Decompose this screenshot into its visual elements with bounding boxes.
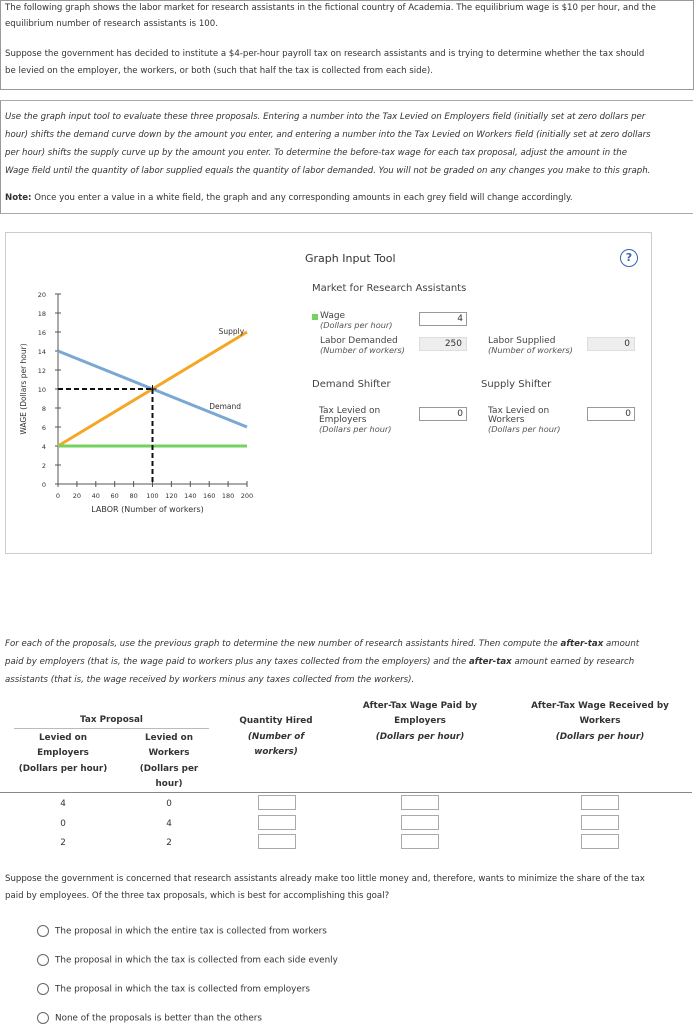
levied-employers-header: (Dollars per hour) [18,764,108,774]
wage-received-header: Workers [579,716,621,726]
proposals-intro: assistants (that is, the wage received by workers minus any taxes collected from the workers). [5,675,415,685]
header-underline [14,728,209,729]
option-label: The proposal in which the tax is collected from employers [55,984,310,995]
x-tick-label: 120 [165,492,178,500]
intro-text: be levied on the employer, the workers, or both (such that half the tax is collected from each side). [5,66,433,76]
wage-swatch-icon [312,314,318,320]
wage-unit: (Dollars per hour) [320,320,393,330]
x-tick-label: 80 [129,492,138,500]
y-tick-label: 20 [37,291,46,299]
proposals-intro-part: For each of the proposals, use the previous graph to determine the new number of research assistants hired. Then compute the [5,639,558,649]
labor-demanded-unit: (Number of workers) [320,345,405,355]
y-tick-label: 6 [41,424,46,432]
x-tick-label: 40 [91,492,100,500]
wage-label: Wage [320,311,346,321]
tax-employers-input[interactable]: 0 [419,407,467,421]
labor-supplied-unit: (Number of workers) [488,345,573,355]
x-tick-label: 20 [72,492,82,500]
instructions-text: per hour) shifts the supply curve up by the amount you enter. To determine the before-tax wage for each tax proposal, adjust the amount in the [5,148,628,158]
wage-received-input[interactable] [581,795,619,810]
option-even[interactable] [37,954,338,966]
x-tick-label: 60 [110,492,119,500]
graph-input-tool-title: Graph Input Tool [305,252,396,265]
note-text: Once you enter a value in a white field, the graph and any corresponding amounts in each grey field will change accordingly. [34,193,573,203]
x-axis-label: LABOR (Number of workers) [91,505,204,514]
proposals-intro-part: amount earned by research [514,657,635,667]
y-tick-label: 18 [37,310,46,318]
labor-supplied-label: Labor Supplied [488,336,556,346]
y-tick-label: 0 [41,481,46,489]
wage-input[interactable]: 4 [419,312,467,326]
levied-workers-header: Levied on [145,733,193,743]
labor-demanded-label: Labor Demanded [320,336,398,346]
intro-text: The following graph shows the labor market for research assistants in the fictional country of Academia. The equilibrium wage is $10 per hour, and the [5,3,656,13]
wage-paid-header: After-Tax Wage Paid by [362,701,478,711]
option-label: The proposal in which the entire tax is collected from workers [55,926,327,937]
instructions-text: Wage field until the quantity of labor supplied equals the quantity of labor demanded. You will not be graded on any changes you make to this graph. [5,166,651,176]
levied-employers-cell: 4 [60,799,66,809]
supply-label: Supply [218,327,245,336]
tax-employers-unit: (Dollars per hour) [319,424,392,434]
wage-received-input[interactable] [581,834,619,849]
wage-paid-input[interactable] [401,834,439,849]
levied-workers-header: (Dollars per [139,764,199,774]
market-title: Market for Research Assistants [312,283,467,294]
option-workers[interactable] [37,925,327,937]
quantity-hired-input[interactable] [258,834,296,849]
x-tick-label: 180 [221,492,235,500]
quantity-hired-header: workers) [254,747,298,757]
shifter-box [305,371,650,443]
labor-market-chart[interactable] [12,240,302,540]
tax-workers-label: Workers [488,415,525,425]
wage-paid-input[interactable] [401,815,439,830]
wage-paid-header: (Dollars per hour) [375,732,465,742]
intro-text: equilibrium number of research assistants is 100. [5,19,218,29]
quantity-hired-input[interactable] [258,815,296,830]
demand-shifter-title: Demand Shifter [312,379,391,390]
after-tax-emph: after-tax [468,657,512,667]
levied-employers-cell: 0 [60,819,66,829]
tax-workers-label: Tax Levied on [488,406,550,416]
x-tick-label: 160 [202,492,216,500]
note-label: Note: [5,193,32,203]
tax-proposal-header: Tax Proposal [80,715,143,725]
y-axis-label: WAGE (Dollars per hour) [19,343,28,435]
levied-employers-cell: 2 [60,838,66,848]
radio-icon[interactable] [37,925,49,937]
levied-workers-cell: 0 [166,799,172,809]
proposals-intro [5,637,639,652]
wage-received-header: (Dollars per hour) [555,732,645,742]
labor-supplied-value: 0 [587,337,635,351]
quantity-hired-header: (Number of [247,732,305,742]
radio-icon[interactable] [37,983,49,995]
help-icon[interactable]: ? [620,249,638,267]
supply-shifter-title: Supply Shifter [481,379,552,390]
radio-icon[interactable] [37,1012,49,1024]
note [5,191,573,206]
market-box [305,276,650,364]
quantity-hired-header: Quantity Hired [239,716,313,726]
option-none[interactable] [37,1012,262,1024]
option-employers[interactable] [37,983,310,995]
tax-employers-label: Employers [319,415,367,425]
y-tick-label: 14 [37,348,46,356]
levied-employers-header: Levied on [39,733,87,743]
y-tick-label: 2 [41,462,46,470]
levied-employers-header: Employers [37,748,89,758]
wage-paid-header: Employers [394,716,446,726]
proposals-intro-part: amount [605,639,640,649]
y-tick-label: 8 [41,405,46,413]
instructions-text: Use the graph input tool to evaluate these three proposals. Entering a number into the Tax Levied on Employers field (initially set at zero dollars per [5,112,646,122]
quantity-hired-input[interactable] [258,795,296,810]
question-text: paid by employees. Of the three tax proposals, which is best for accomplishing this goal? [5,891,390,901]
x-tick-label: 140 [184,492,197,500]
x-tick-label: 100 [146,492,159,500]
option-label: None of the proposals is better than the others [55,1013,262,1024]
levied-workers-header: Workers [148,748,190,758]
intro-text: Suppose the government has decided to institute a $4-per-hour payroll tax on research assistants and is trying to determine whether the tax should [5,49,645,59]
tax-workers-unit: (Dollars per hour) [488,424,561,434]
levied-workers-cell: 4 [166,819,172,829]
x-tick-label: 200 [240,492,254,500]
instructions-text: hour) shifts the demand curve down by the amount you enter, and entering a number into the Tax Levied on Workers field (initially set at zero dollars [5,130,651,140]
y-tick-label: 10 [37,386,46,394]
demand-label: Demand [209,402,242,411]
y-tick-label: 12 [37,367,46,375]
after-tax-emph: after-tax [560,639,604,649]
radio-icon[interactable] [37,954,49,966]
levied-workers-header: hour) [155,779,183,789]
option-label: The proposal in which the tax is collected from each side evenly [55,955,338,966]
levied-workers-cell: 2 [166,838,172,848]
question-text: Suppose the government is concerned that research assistants already make too little money and, therefore, wants to minimize the share of the tax [5,874,645,884]
x-tick-label: 0 [55,492,61,500]
y-tick-label: 4 [41,443,46,451]
wage-paid-input[interactable] [401,795,439,810]
proposals-intro-part: paid by employers (that is, the wage paid to workers plus any taxes collected from the employers) and the [5,657,467,667]
tax-workers-input[interactable]: 0 [587,407,635,421]
table-rule [0,792,692,793]
wage-received-header: After-Tax Wage Received by [531,701,669,711]
tax-employers-label: Tax Levied on [319,406,381,416]
proposals-intro [5,655,634,670]
labor-demanded-value: 250 [419,337,467,351]
y-tick-label: 16 [37,329,46,337]
wage-received-input[interactable] [581,815,619,830]
